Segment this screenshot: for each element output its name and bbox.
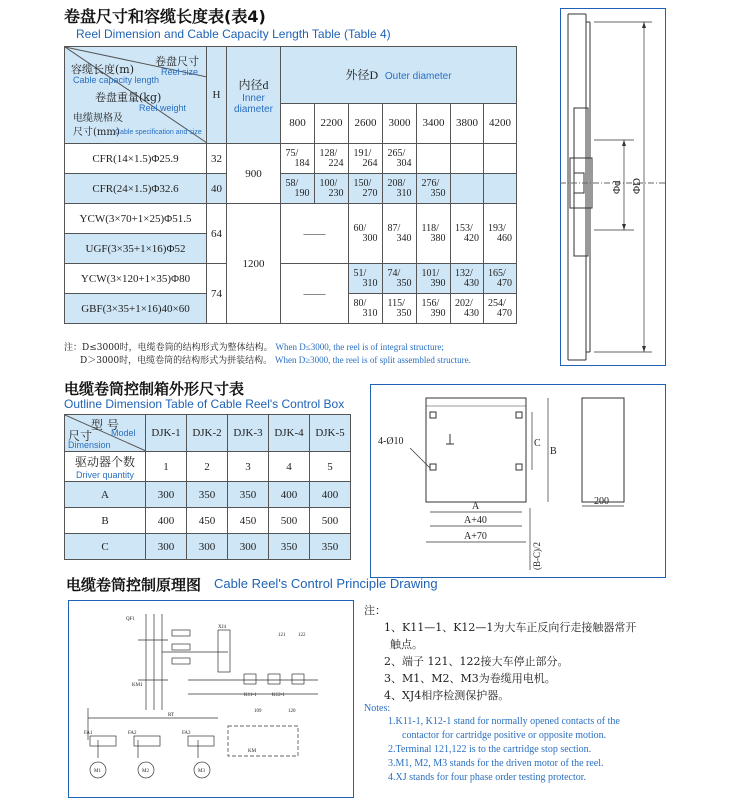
- frac-num: 265/: [387, 147, 406, 159]
- dash-cell: ——: [281, 204, 349, 264]
- reel-weight-cn: 卷盘重量(kg): [95, 91, 162, 104]
- frac-den: 460: [497, 232, 513, 244]
- frac-cell: [417, 264, 451, 294]
- frac-den: 350: [396, 277, 412, 289]
- frac-cell: [417, 294, 451, 324]
- dia-3000: 3000: [383, 103, 417, 143]
- frac-den: 390: [430, 307, 446, 319]
- label-m1: M1: [94, 769, 101, 774]
- table4-title-en: Reel Dimension and Cable Capacity Length Table (Table 4): [76, 27, 391, 41]
- control-box-table: [64, 414, 351, 560]
- frac-num: 132/: [455, 267, 473, 279]
- frac-num: 128/: [319, 147, 338, 159]
- table4-title-cn: 卷盘尺寸和容缆长度表(表4): [64, 7, 266, 26]
- frac-den: 310: [362, 277, 378, 289]
- box-title-cn: 电缆卷筒控制箱外形尺寸表: [64, 380, 245, 398]
- frac-cell: [383, 174, 417, 204]
- dim-value: 350: [269, 534, 310, 560]
- dim-value: 300: [187, 534, 228, 560]
- label-fa3: FA3: [182, 731, 191, 736]
- frac-den: 430: [464, 307, 479, 319]
- driver-en: Driver quantity: [75, 470, 135, 480]
- frac-cell: [349, 294, 383, 324]
- note-en-item: 4.XJ stands for four phase order testing protector.: [388, 772, 587, 783]
- model-djk5: DJK-5: [310, 415, 351, 452]
- notes-cn-list: [384, 619, 684, 704]
- frac-num: 60/: [353, 222, 367, 234]
- frac-num: 165/: [488, 267, 506, 279]
- frac-cell: [349, 144, 383, 174]
- notes-en-list: [388, 715, 688, 785]
- cable-length-en: Cable capacity length: [73, 75, 160, 85]
- label-k12: K12-1: [272, 693, 285, 698]
- schematic-drawing: [68, 600, 354, 798]
- row-label: B: [65, 508, 146, 534]
- reel-size-en: Reel size: [161, 67, 199, 77]
- frac-den: 264: [362, 157, 378, 169]
- principle-title-en: Cable Reel's Control Principle Drawing: [214, 576, 438, 591]
- dim-value: 450: [228, 508, 269, 534]
- table-row: [65, 264, 517, 294]
- frac-den: 190: [294, 187, 310, 199]
- note-cn-item: 触点。: [390, 638, 423, 651]
- row-label: A: [65, 482, 146, 508]
- driver-value: 2: [187, 452, 228, 482]
- frac-num: 115/: [387, 297, 405, 309]
- empty-cell: [451, 144, 484, 174]
- inner-header: [227, 47, 281, 144]
- spec-cn: 电缆规格及: [73, 113, 123, 124]
- label-xj4: XJ4: [218, 625, 227, 630]
- box-title-en: Outline Dimension Table of Cable Reel's Control Box: [64, 397, 345, 411]
- frac-den: 420: [464, 232, 479, 244]
- note-cn-item: 1、K11—1、K12—1为大车正反向行走接触器常开: [384, 621, 637, 634]
- frac-den: 310: [396, 187, 412, 199]
- model-djk1: DJK-1: [146, 415, 187, 452]
- note-line-2: [80, 353, 471, 366]
- note-en-item: contactor for cartridge positive or opposite motion.: [402, 730, 607, 741]
- reel-drawing: [560, 8, 666, 366]
- label-m3: M3: [198, 769, 205, 774]
- dim-value: 400: [310, 482, 351, 508]
- model-djk2: DJK-2: [187, 415, 228, 452]
- frac-num: 75/: [285, 147, 299, 159]
- label-122: 122: [298, 633, 306, 638]
- row-label: C: [65, 534, 146, 560]
- note-cn-item: 2、端子 121、122接大车停止部分。: [384, 655, 569, 668]
- frac-cell: [349, 264, 383, 294]
- note2-cn: D＞3000时，电缆卷筒的结构形式为拼装结构。: [80, 356, 273, 366]
- driver-row: [65, 452, 351, 482]
- hole-label: 4-Ø10: [378, 436, 404, 447]
- label-km1: KM1: [132, 683, 143, 688]
- frac-den: 340: [396, 232, 412, 244]
- frac-num: 150/: [353, 177, 372, 189]
- h-cell: 32: [207, 144, 227, 174]
- frac-den: 224: [328, 157, 344, 169]
- empty-cell: [451, 174, 484, 204]
- label-120: 120: [288, 709, 296, 714]
- label-km: KM: [248, 749, 257, 754]
- dash-cell: ——: [281, 264, 349, 324]
- frac-cell: [417, 204, 451, 264]
- dim-value: 300: [146, 534, 187, 560]
- dim-value: 500: [310, 508, 351, 534]
- empty-cell: [417, 144, 451, 174]
- control-box-drawing: [370, 384, 666, 578]
- driver-value: 4: [269, 452, 310, 482]
- frac-num: 118/: [421, 222, 439, 234]
- frac-den: 310: [362, 307, 378, 319]
- dim-value: 350: [310, 534, 351, 560]
- dim-cn: 尺寸: [68, 429, 93, 443]
- frac-den: 270: [362, 187, 378, 199]
- frac-num: 51/: [353, 267, 367, 279]
- frac-den: 430: [464, 277, 479, 289]
- frac-cell: [383, 294, 417, 324]
- dim-C-label: C: [534, 438, 541, 449]
- dim-value: 400: [269, 482, 310, 508]
- spec-cell: CFR(24×1.5)Φ32.6: [65, 174, 207, 204]
- frac-num: 80/: [353, 297, 367, 309]
- frac-cell: [417, 174, 451, 204]
- frac-num: 208/: [387, 177, 406, 189]
- reel-size-cn: 卷盘尺寸: [155, 55, 199, 68]
- model-djk4: DJK-4: [269, 415, 310, 452]
- label-121: 121: [278, 633, 286, 638]
- d-cell: 900: [227, 144, 281, 204]
- label-rt: RT: [168, 713, 175, 718]
- frac-cell: [383, 144, 417, 174]
- frac-den: 300: [362, 232, 378, 244]
- dim-en: Dimension: [68, 440, 111, 450]
- label-109: 109: [254, 709, 262, 714]
- notes-head-en: Notes:: [364, 703, 391, 714]
- header-diagonal-cell: [65, 47, 207, 144]
- frac-num: 156/: [421, 297, 440, 309]
- frac-cell: [281, 144, 315, 174]
- dim-value: 300: [228, 534, 269, 560]
- frac-cell: [484, 204, 517, 264]
- inner-cn: 内径d: [238, 77, 269, 92]
- frac-den: 380: [430, 232, 446, 244]
- dia-3400: 3400: [417, 103, 451, 143]
- model-cn: 型 号: [91, 418, 119, 432]
- notes-head-cn: 注：: [364, 604, 386, 617]
- note-en-item: 1.K11-1, K12-1 stand for normally opened contacts of the: [388, 716, 620, 727]
- note1-en: When D≤3000, the reel is of integral structure;: [275, 342, 444, 352]
- frac-num: 202/: [455, 297, 473, 309]
- driver-cn: 驱动器个数: [74, 455, 135, 469]
- note-en-item: 2.Terminal 121,122 is to the cartridge stop section.: [388, 744, 592, 755]
- h-cell: 40: [207, 174, 227, 204]
- driver-value: 5: [310, 452, 351, 482]
- model-diagonal-cell: [65, 415, 146, 452]
- reel-weight-en: Reel weight: [139, 103, 187, 113]
- frac-den: 350: [430, 187, 446, 199]
- dim-value: 450: [187, 508, 228, 534]
- frac-num: 74/: [387, 267, 401, 279]
- frac-den: 390: [430, 277, 446, 289]
- dia-4200: 4200: [484, 103, 517, 143]
- reel-dimension-table: [64, 46, 517, 324]
- frac-den: 470: [497, 277, 513, 289]
- dia-2200: 2200: [315, 103, 349, 143]
- table-row: [65, 144, 517, 174]
- spec-cell: CFR(14×1.5)Φ25.9: [65, 144, 207, 174]
- frac-num: 254/: [488, 297, 506, 309]
- label-fa1: FA1: [84, 731, 93, 736]
- frac-cell: [451, 294, 484, 324]
- dim-value: 400: [146, 508, 187, 534]
- dia-800: 800: [281, 103, 315, 143]
- outer-en: Outer diameter: [384, 71, 452, 83]
- frac-cell: [484, 264, 517, 294]
- frac-den: 184: [294, 157, 310, 169]
- driver-label: [65, 452, 146, 482]
- dim-200-label: 200: [594, 496, 609, 507]
- frac-cell: [383, 204, 417, 264]
- d-cell: 1200: [227, 204, 281, 324]
- h-cell: 74: [207, 264, 227, 324]
- note2-en: When D≥3000, the reel is of split assembled structure.: [275, 355, 471, 365]
- note-line-1: [64, 340, 444, 353]
- h-header: H: [207, 47, 227, 144]
- spec-en: Cable specification and size: [115, 129, 202, 136]
- note-en-item: 3.M1, M2, M3 stands for the driven motor of the reel.: [388, 758, 604, 769]
- cable-length-cn: 容缆长度(m): [71, 63, 135, 76]
- driver-value: 1: [146, 452, 187, 482]
- table-row: [65, 534, 351, 560]
- spec-cn2: 尺寸(mm): [73, 127, 120, 138]
- h-cell: 64: [207, 204, 227, 264]
- model-djk3: DJK-3: [228, 415, 269, 452]
- frac-num: 193/: [488, 222, 506, 234]
- phi-d-label: Φd: [611, 180, 623, 194]
- note-cn-item: 3、M1、M2、M3为卷缆用电机。: [384, 672, 556, 685]
- phi-D-label: ΦD: [631, 178, 643, 194]
- frac-cell: [349, 174, 383, 204]
- frac-cell: [451, 264, 484, 294]
- dia-2600: 2600: [349, 103, 383, 143]
- frac-cell: [315, 144, 349, 174]
- frac-num: 58/: [285, 177, 299, 189]
- frac-num: 101/: [421, 267, 440, 279]
- frac-den: 230: [328, 187, 344, 199]
- inner-en1: Inner: [242, 92, 265, 104]
- dia-3800: 3800: [451, 103, 484, 143]
- table-row: [65, 204, 517, 234]
- frac-den: 470: [497, 307, 513, 319]
- outer-cn: 外径D: [345, 68, 379, 83]
- frac-num: 87/: [387, 222, 401, 234]
- label-k11: K11-1: [244, 693, 257, 698]
- empty-cell: [484, 144, 517, 174]
- label-fa2: FA2: [128, 731, 137, 736]
- dim-value: 500: [269, 508, 310, 534]
- spec-cell: YCW(3×120+1×35)Φ80: [65, 264, 207, 294]
- dim-BC2-label: (B-C)/2: [532, 542, 542, 570]
- frac-cell: [315, 174, 349, 204]
- dim-value: 350: [187, 482, 228, 508]
- frac-cell: [349, 204, 383, 264]
- model-en: Model: [111, 428, 136, 438]
- dim-A-label: A: [472, 501, 480, 512]
- frac-cell: [281, 174, 315, 204]
- table-row: [65, 174, 517, 204]
- principle-title-cn: 电缆卷筒控制原理图: [66, 576, 202, 594]
- frac-den: 350: [396, 307, 412, 319]
- spec-cell: GBF(3×35+1×16)40×60: [65, 294, 207, 324]
- frac-num: 100/: [319, 177, 338, 189]
- frac-cell: [451, 204, 484, 264]
- outer-header: [281, 47, 517, 104]
- label-qf1: QF1: [126, 617, 135, 622]
- spec-cell: UGF(3×35+1×16)Φ52: [65, 234, 207, 264]
- note1-cn: 注：D≤3000时，电缆卷筒的结构形式为整体结构。: [64, 343, 273, 353]
- frac-cell: [383, 264, 417, 294]
- inner-en2: diameter: [234, 103, 273, 115]
- dim-B-label: B: [550, 446, 557, 457]
- model-row: [65, 415, 351, 452]
- label-m2: M2: [142, 769, 149, 774]
- spec-cell: YCW(3×70+1×25)Φ51.5: [65, 204, 207, 234]
- driver-value: 3: [228, 452, 269, 482]
- dim-value: 350: [228, 482, 269, 508]
- table-row: [65, 482, 351, 508]
- table-row: [65, 508, 351, 534]
- frac-num: 276/: [421, 177, 440, 189]
- dim-A70-label: A+70: [464, 531, 487, 542]
- dim-value: 300: [146, 482, 187, 508]
- frac-den: 304: [396, 157, 412, 169]
- frac-num: 153/: [455, 222, 473, 234]
- empty-cell: [484, 174, 517, 204]
- frac-cell: [484, 294, 517, 324]
- frac-num: 191/: [353, 147, 372, 159]
- dim-A40-label: A+40: [464, 515, 487, 526]
- note-cn-item: 4、XJ4相序检测保护器。: [384, 689, 510, 702]
